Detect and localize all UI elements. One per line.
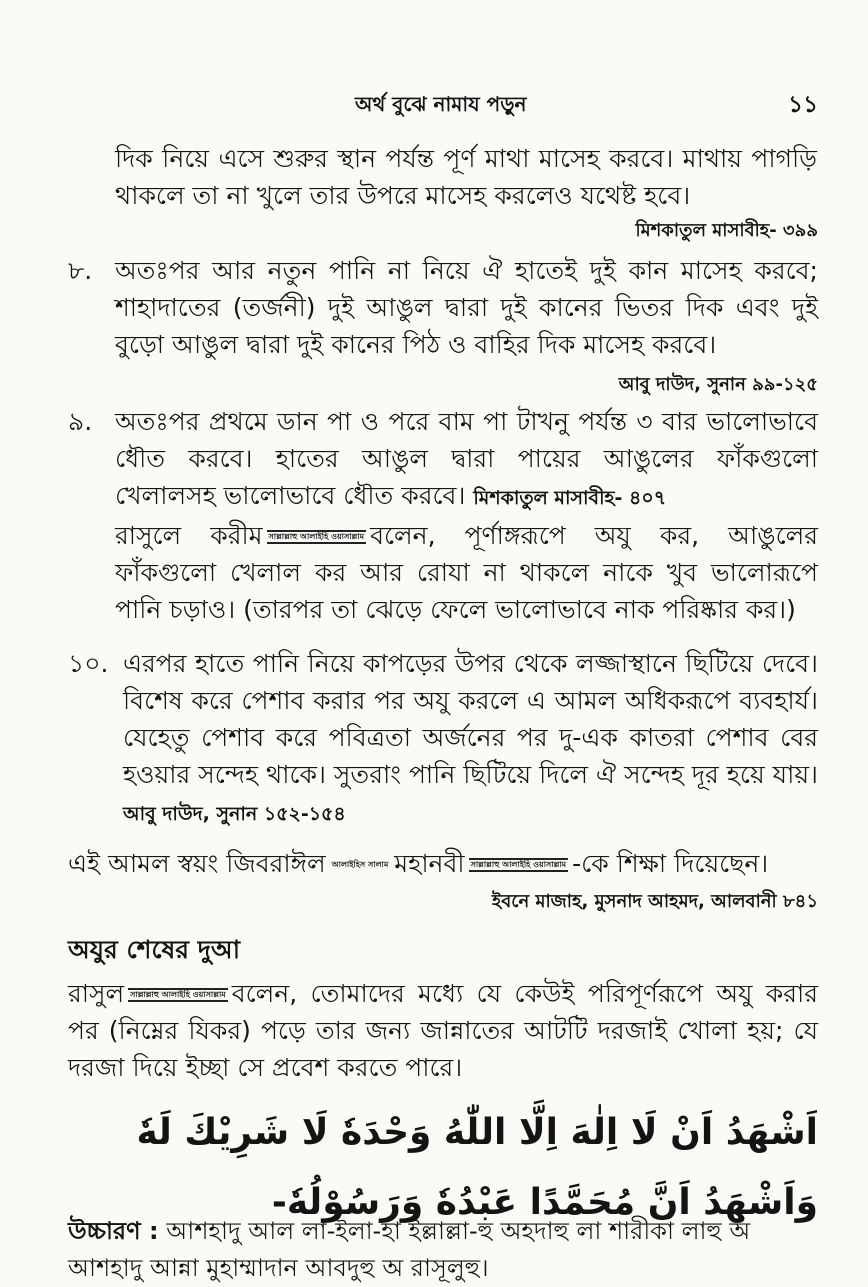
step-10 — [68, 645, 818, 835]
step-text — [115, 403, 818, 628]
jibril-paragraph — [68, 845, 818, 882]
dua-intro-paragraph — [68, 975, 818, 1086]
running-title: অর্থ বুঝে নামায পড়ুন — [355, 92, 527, 116]
page-number: ১১ — [788, 92, 818, 118]
salawat-calligraphy-icon: সাল্লাল্লাহু আলাইহি ওয়াসাল্লাম — [267, 530, 367, 544]
step-number: ৯. — [68, 407, 93, 436]
pronunciation-label: উচ্চারণ : — [68, 1217, 159, 1245]
hadith-text: বলেন, পূর্ণাঙ্গরূপে অযু কর, আঙুলের ফাঁকগুলো খেলাল কর আর রোযা না থাকলে নাকে খুব ভালোরূপে পানি চড়াও। (তারপর তা ঝেড়ে ফেলে ভালোভাবে নাক পরিষ্কার কর।) — [115, 521, 818, 624]
jibril-suffix: -কে শিক্ষা দিয়েছেন। — [572, 849, 769, 878]
jibril-prefix: এই আমল স্বয়ং জিবরাঈল — [68, 849, 326, 878]
intro-paragraph: দিক নিয়ে এসে শুরুর স্থান পর্যন্ত পূর্ণ মাথা মাসেহ করবে। মাথায় পাগড়ি থাকলে তা না খুলে তার উপরে মাসেহ করলেও যথেষ্ট হবে। — [115, 144, 817, 210]
pronunciation-text: আশহাদু আল লা-ইলা-হা ইল্লাল্লা-হু অহদাহু লা শারীকা লাহু অ আশহাদু আন্না মুহাম্মাদান আবদুহু অ রাসূলুহু। — [68, 1217, 751, 1282]
page-header — [0, 86, 868, 116]
pronunciation — [68, 1213, 818, 1287]
step-8-citation: আবু দাউদ, সুনান ৯৯-১২৫ — [618, 374, 818, 395]
section-heading: অযুর শেষের দুআ — [68, 935, 241, 964]
salawat-calligraphy-icon: সাল্লাল্লাহু আলাইহি ওয়াসাল্লাম — [128, 988, 228, 1002]
step-9 — [68, 403, 818, 633]
step-10-main-text: এরপর হাতে পানি নিয়ে কাপড়ের উপর থেকে লজ্জাস্থানে ছিটিয়ে দেবে। বিশেষ করে পেশাব করার পর অযু করলে এ আমল অধিকরূপে ব্যবহার্য। যেহেতু পেশাব করে পবিত্রতা অর্জনের পর দু-এক কাতরা পেশাব বের হওয়ার সন্দেহ থাকে। সুতরাং পানি ছিটিয়ে দিলে ঐ সন্দেহ দূর হয়ে যায়। — [123, 649, 818, 789]
dua-intro-prefix: রাসুল — [68, 979, 125, 1008]
jibril-mid: মহানবী — [394, 849, 465, 878]
intro-citation: মিশকাতুল মাসাবীহ- ৩৯৯ — [635, 220, 818, 241]
arabic-dua: اَشْهَدُ اَنْ لَا اِلٰهَ اِلَّا اللّٰهُ وَحْدَهٗ لَا شَرِيْكَ لَهٗ وَاَشْهَدُ اَنَّ مُحَمَّدًا عَبْدُهٗ وَرَسُوْلُهٗ- — [136, 1112, 818, 1223]
step-number: ৮. — [68, 256, 93, 285]
step-10-citation: আবু দাউদ, সুনান ১৫২-১৫৪ — [123, 803, 346, 825]
salawat-calligraphy-icon: সাল্লাল্লাহু আলাইহি ওয়াসাল্লাম — [469, 858, 569, 872]
step-9-main-text: অতঃপর প্রথমে ডান পা ও পরে বাম পা টাখনু পর্যন্ত ৩ বার ভালোভাবে ধৌত করবে। হাতের আঙুল দ্বারা পায়ের আঙুলের ফাঁকগুলো খেলালসহ ভালোভাবে ধৌত করবে। — [115, 407, 818, 510]
alaihis-salam-calligraphy-icon: আলাইহিস সালাম — [331, 860, 389, 869]
step-text — [123, 645, 818, 833]
step-text: অতঃপর আর নতুন পানি না নিয়ে ঐ হাতেই দুই কান মাসেহ করবে; শাহাদাতের (তর্জনী) দুই আঙুল দ্বারা দুই কানের ভিতর দিক এবং দুই বুড়ো আঙুল দ্বারা দুই কানের পিঠ ও বাহির দিক মাসেহ করবে। — [115, 256, 818, 359]
hadith-prefix: রাসুলে করীম — [115, 521, 263, 550]
step-number: ১০. — [68, 649, 109, 678]
jibril-citation: ইবনে মাজাহ, মুসনাদ আহমদ, আলবানী ৮৪১ — [491, 891, 818, 912]
step-8 — [68, 252, 818, 367]
dua-intro-text: বলেন, তোমাদের মধ্যে যে কেউই পরিপূর্ণরূপে অযু করার পর (নিম্নের যিকর) পড়ে তার জন্য জান্নাতের আটটি দরজাই খোলা হয়; যে দরজা দিয়ে ইচ্ছা সে প্রবেশ করতে পারে। — [68, 979, 818, 1082]
step-9-citation: মিশকাতুল মাসাবীহ- ৪০৭ — [473, 487, 667, 509]
